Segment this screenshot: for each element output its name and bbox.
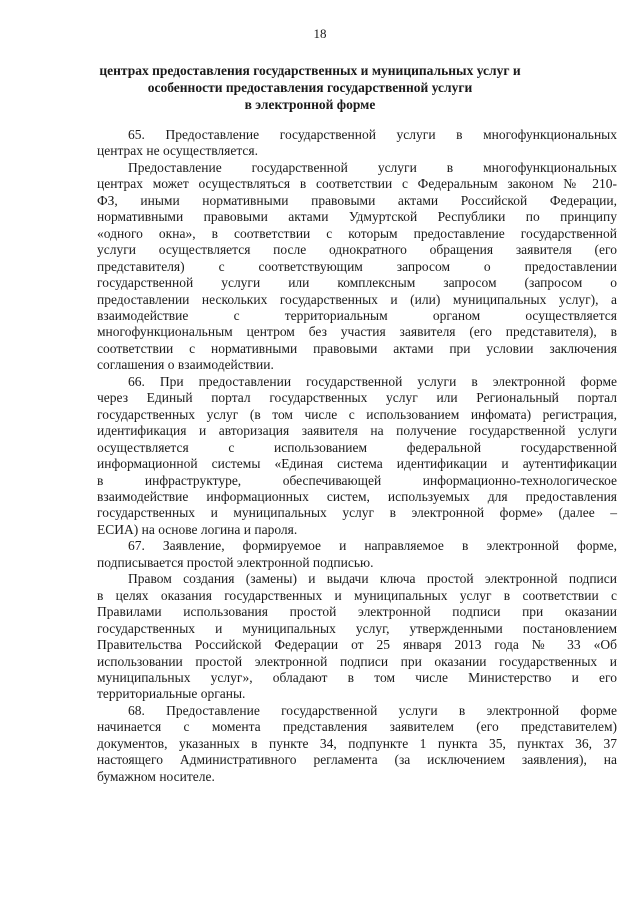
paragraph-line: Предоставление государственной услуги в многофункциональных [128, 159, 617, 175]
paragraph [97, 374, 617, 539]
paragraph-line: «одного окна», в соответствии с которым предоставление государственной [97, 225, 617, 241]
heading-line: центрах предоставления государственных и муниципальных услуг и [99, 63, 521, 78]
paragraph-line: предоставлении нескольких государственных и (или) муниципальных услуг), а [97, 291, 617, 307]
paragraph-line: центрах не осуществляется. [97, 143, 259, 159]
paragraph-line: соответствии с нормативными правовыми актами при условии заключения [97, 340, 617, 356]
paragraph-line: через Единый портал государственных услуг или Региональный портал [97, 390, 617, 406]
paragraph-line: подписывается простой электронной подписью. [97, 554, 374, 570]
paragraph-line: ФЗ, иными нормативными правовыми актами Российской Федерации, [97, 192, 617, 208]
paragraph-line: взаимодействие с территориальным органом осуществляется [97, 307, 617, 323]
paragraph-line: Правилами использования простой электронной подписи при оказании [97, 604, 617, 620]
paragraph-line: 68. Предоставление государственной услуги в электронной форме [128, 702, 617, 718]
paragraph-line: в инфраструктуре, обеспечивающей информационно-технологическое [97, 472, 617, 488]
paragraph [97, 703, 617, 785]
paragraph-line: ЕСИА) на основе логина и пароля. [97, 521, 298, 537]
heading-line: в электронной форме [244, 97, 376, 112]
paragraph-line: в целях оказания государственных и муниципальных услуг в соответствии с [97, 587, 617, 603]
paragraph-line: соглашения о взаимодействии. [97, 357, 274, 373]
paragraph [97, 160, 617, 374]
paragraph-line: 65. Предоставление государственной услуги в многофункциональных [128, 127, 617, 142]
paragraph-line: представителя) с соответствующим запросом о предоставлении [97, 258, 617, 274]
section-heading [80, 62, 540, 113]
paragraph-line: начинается с момента представления заявителем (его представителем) [97, 719, 617, 735]
paragraph-line: документов, указанных в пункте 34, подпункте 1 пункта 35, пунктах 36, 37 [97, 735, 617, 751]
page-number: 18 [313, 26, 327, 41]
paragraph-line: взаимодействие информационных систем, используемых для предоставления [97, 488, 617, 504]
paragraph-line: государственной услуги или комплексным запросом (запросом о [97, 275, 617, 291]
paragraph-line: информационной системы «Единая система идентификации и аутентификации [97, 456, 617, 472]
paragraph-line: 67. Заявление, формируемое и направляемое в электронной форме, [128, 538, 617, 554]
paragraph-line: Правом создания (замены) и выдачи ключа простой электронной подписи [128, 571, 617, 587]
document-body [97, 127, 617, 785]
paragraph-line: государственных и муниципальных услуг, утвержденными постановлением [97, 620, 617, 636]
paragraph-line: центрах может осуществляться в соответствии с Федеральным законом № 210- [97, 176, 617, 192]
paragraph-line: муниципальных услуг», обладают в том числе Министерство и его [97, 669, 617, 685]
paragraph-line: Правительства Российской Федерации от 25 января 2013 года № 33 «Об [97, 637, 617, 653]
paragraph [97, 538, 617, 571]
heading-line: особенности предоставления государственной услуги [147, 80, 473, 95]
paragraph-line: государственных и муниципальных услуг в электронной форме» (далее – [97, 505, 617, 521]
paragraph-line: территориальные органы. [97, 686, 246, 702]
paragraph-line: осуществляется с использованием федеральной государственной [97, 439, 617, 455]
paragraph [97, 127, 617, 160]
paragraph-line: настоящего Административного регламента (за исключением заявления), на [97, 752, 617, 768]
paragraph-line: услуги осуществляется после однократного обращения заявителя (его [97, 242, 617, 258]
paragraph-line: нормативными правовыми актами Удмуртской Республики по принципу [97, 209, 617, 225]
paragraph-line: многофункциональным центром без участия заявителя (его представителя), в [97, 324, 617, 340]
paragraph-line: использовании простой электронной подписи при оказании государственных и [97, 653, 617, 669]
paragraph-line: идентификация и авторизация заявителя на получение государственной услуги [97, 423, 617, 439]
paragraph-line: бумажном носителе. [97, 768, 215, 784]
paragraph-line: государственных услуг (в том числе с использованием инфомата) регистрация, [97, 406, 617, 422]
paragraph [97, 571, 617, 703]
paragraph-line: 66. При предоставлении государственной услуги в электронной форме [128, 373, 617, 389]
